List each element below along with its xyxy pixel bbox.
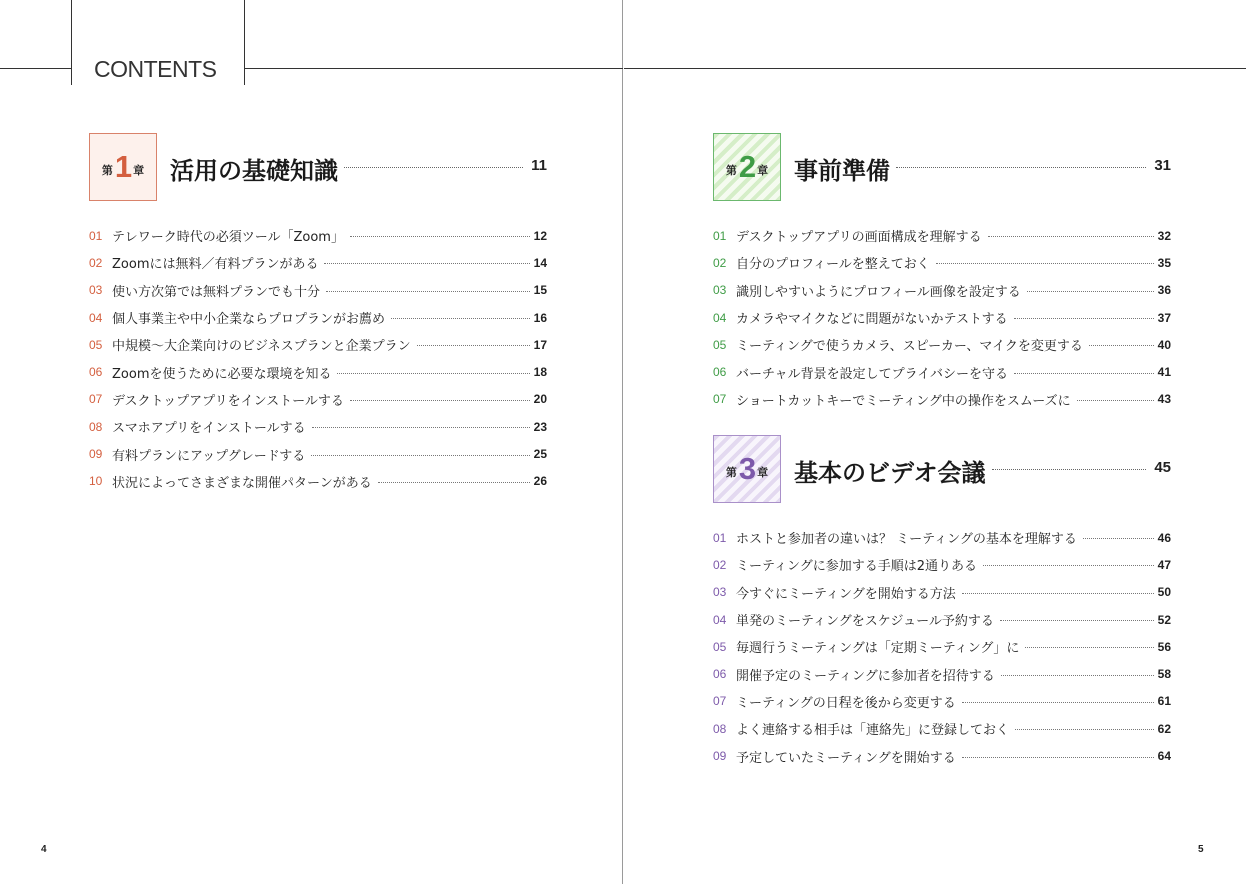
section-number: 01 bbox=[713, 228, 727, 243]
chapter-heading[interactable] bbox=[89, 133, 547, 203]
page-number-left: 4 bbox=[41, 844, 47, 855]
section-page-number: 61 bbox=[1157, 694, 1171, 709]
leader-dots bbox=[350, 400, 530, 401]
contents-title: CONTENTS bbox=[94, 56, 217, 82]
section-page-number: 15 bbox=[533, 283, 547, 298]
section-number: 08 bbox=[89, 419, 103, 434]
section-title: ミーティングで使うカメラ、スピーカー、マイクを変更する bbox=[736, 339, 1083, 355]
chapter-1 bbox=[89, 133, 547, 495]
section-title: ホストと参加者の違いは？ ミーティングの基本を理解する bbox=[736, 532, 1077, 548]
leader-dots bbox=[1000, 620, 1154, 621]
chapter-leader-dots bbox=[992, 469, 1146, 470]
section-title: カメラやマイクなどに問題がないかテストする bbox=[736, 312, 1008, 328]
leader-dots bbox=[962, 702, 1154, 703]
toc-entry[interactable] bbox=[713, 660, 1171, 687]
leader-dots bbox=[1083, 538, 1154, 539]
leader-dots bbox=[1014, 318, 1154, 319]
section-number: 02 bbox=[89, 255, 103, 270]
section-page-number: 25 bbox=[533, 447, 547, 462]
leader-dots bbox=[1077, 400, 1154, 401]
section-number: 08 bbox=[713, 721, 727, 736]
section-title: ミーティングに参加する手順は2通りある bbox=[736, 559, 977, 575]
section-page-number: 36 bbox=[1157, 283, 1171, 298]
section-number: 05 bbox=[713, 337, 727, 352]
section-page-number: 20 bbox=[533, 392, 547, 407]
section-title: デスクトップアプリをインストールする bbox=[112, 393, 344, 409]
leader-dots bbox=[391, 318, 530, 319]
section-number: 06 bbox=[89, 365, 103, 380]
chapter-page-number: 31 bbox=[1154, 157, 1171, 174]
leader-dots bbox=[1001, 675, 1154, 676]
section-page-number: 18 bbox=[533, 365, 547, 380]
section-title: 今すぐにミーティングを開始する方法 bbox=[736, 586, 956, 602]
section-number: 05 bbox=[713, 639, 727, 654]
leader-dots bbox=[311, 455, 529, 456]
section-title: バーチャル背景を設定してプライバシーを守る bbox=[736, 366, 1008, 382]
section-title: 自分のプロフィールを整えておく bbox=[736, 257, 930, 273]
section-title: 予定していたミーティングを開始する bbox=[736, 750, 956, 766]
toc-entry[interactable] bbox=[713, 579, 1171, 606]
toc-entry[interactable] bbox=[713, 249, 1171, 276]
toc-entry[interactable] bbox=[89, 331, 547, 358]
section-number: 01 bbox=[89, 228, 103, 243]
chapter-leader-dots bbox=[344, 167, 523, 168]
leader-dots bbox=[983, 565, 1154, 566]
chapter-title: 活用の基礎知識 bbox=[170, 157, 338, 185]
toc-entry[interactable] bbox=[713, 331, 1171, 358]
toc-entry[interactable] bbox=[89, 304, 547, 331]
leader-dots bbox=[324, 263, 529, 264]
leader-dots bbox=[326, 291, 530, 292]
toc-entry[interactable] bbox=[713, 633, 1171, 660]
section-number: 07 bbox=[713, 694, 727, 709]
section-page-number: 17 bbox=[533, 337, 547, 352]
toc-entry[interactable] bbox=[89, 468, 547, 495]
section-number: 04 bbox=[713, 612, 727, 627]
section-page-number: 37 bbox=[1157, 310, 1171, 325]
section-page-number: 58 bbox=[1157, 667, 1171, 682]
section-number: 02 bbox=[713, 557, 727, 572]
leader-dots bbox=[417, 345, 530, 346]
leader-dots bbox=[962, 757, 1154, 758]
leader-dots bbox=[312, 427, 530, 428]
leader-dots bbox=[1015, 729, 1154, 730]
leader-dots bbox=[962, 593, 1154, 594]
section-number: 06 bbox=[713, 667, 727, 682]
chapter-2 bbox=[713, 133, 1171, 413]
leader-dots bbox=[1025, 647, 1153, 648]
section-number: 05 bbox=[89, 337, 103, 352]
toc-entry[interactable] bbox=[89, 440, 547, 467]
leader-dots bbox=[988, 236, 1154, 237]
section-number: 10 bbox=[89, 474, 103, 489]
toc-entry[interactable] bbox=[89, 222, 547, 249]
section-page-number: 47 bbox=[1157, 557, 1171, 572]
toc-entry[interactable] bbox=[713, 524, 1171, 551]
section-page-number: 41 bbox=[1157, 365, 1171, 380]
section-page-number: 50 bbox=[1157, 585, 1171, 600]
section-title: ミーティングの日程を後から変更する bbox=[736, 695, 956, 711]
chapter-title: 基本のビデオ会議 bbox=[794, 459, 986, 487]
section-page-number: 43 bbox=[1157, 392, 1171, 407]
chapter-number: 1 bbox=[114, 149, 132, 184]
leader-dots bbox=[936, 263, 1154, 264]
section-number: 09 bbox=[713, 749, 727, 764]
leader-dots bbox=[1027, 291, 1154, 292]
toc-entry[interactable] bbox=[713, 742, 1171, 769]
section-page-number: 35 bbox=[1157, 255, 1171, 270]
chapter-heading[interactable] bbox=[713, 435, 1171, 505]
chapter-number-badge bbox=[713, 133, 781, 201]
right-page bbox=[624, 0, 1246, 884]
section-page-number: 26 bbox=[533, 474, 547, 489]
leader-dots bbox=[1014, 373, 1154, 374]
section-number: 07 bbox=[713, 392, 727, 407]
leader-dots bbox=[378, 482, 530, 483]
section-number: 07 bbox=[89, 392, 103, 407]
toc-entry[interactable] bbox=[89, 386, 547, 413]
chapter-number: 2 bbox=[738, 149, 756, 184]
section-title: 中規模〜大企業向けのビジネスプランと企業プラン bbox=[112, 339, 411, 355]
section-title: 識別しやすいようにプロフィール画像を設定する bbox=[736, 284, 1021, 300]
chapter-page-number: 11 bbox=[531, 157, 547, 174]
section-title: 開催予定のミーティングに参加者を招待する bbox=[736, 668, 995, 684]
toc-entry[interactable] bbox=[713, 277, 1171, 304]
toc-entry[interactable] bbox=[713, 386, 1171, 413]
toc-list bbox=[89, 222, 547, 495]
toc-entry[interactable] bbox=[713, 304, 1171, 331]
section-title: スマホアプリをインストールする bbox=[112, 421, 306, 437]
section-page-number: 52 bbox=[1157, 612, 1171, 627]
section-page-number: 56 bbox=[1157, 639, 1171, 654]
section-number: 04 bbox=[713, 310, 727, 325]
toc-entry[interactable] bbox=[713, 222, 1171, 249]
toc-entry[interactable] bbox=[713, 551, 1171, 578]
toc-entry[interactable] bbox=[713, 688, 1171, 715]
section-title: Zoomには無料／有料プランがある bbox=[112, 257, 319, 273]
section-page-number: 14 bbox=[533, 255, 547, 270]
section-title: デスクトップアプリの画面構成を理解する bbox=[736, 230, 982, 246]
section-title: テレワーク時代の必須ツール「Zoom」 bbox=[112, 230, 344, 246]
chapter-suffix: 章 bbox=[757, 466, 769, 479]
section-title: 毎週行うミーティングは「定期ミーティング」に bbox=[736, 641, 1020, 657]
section-number: 01 bbox=[713, 530, 727, 545]
section-number: 02 bbox=[713, 255, 727, 270]
section-title: ショートカットキーでミーティング中の操作をスムーズに bbox=[736, 393, 1071, 409]
section-title: 単発のミーティングをスケジュール予約する bbox=[736, 614, 994, 630]
section-page-number: 32 bbox=[1157, 228, 1171, 243]
toc-entry[interactable] bbox=[89, 358, 547, 385]
toc-entry[interactable] bbox=[89, 277, 547, 304]
chapter-prefix: 第 bbox=[725, 466, 737, 479]
section-title: 個人事業主や中小企業ならプロプランがお薦め bbox=[112, 312, 386, 328]
leader-dots bbox=[1089, 345, 1154, 346]
section-number: 03 bbox=[713, 585, 727, 600]
toc-entry[interactable] bbox=[713, 358, 1171, 385]
leader-dots bbox=[337, 373, 529, 374]
section-number: 04 bbox=[89, 310, 103, 325]
section-page-number: 62 bbox=[1157, 721, 1171, 736]
toc-list bbox=[713, 222, 1171, 413]
section-number: 06 bbox=[713, 365, 727, 380]
chapter-prefix: 第 bbox=[725, 164, 737, 177]
leader-dots bbox=[350, 236, 530, 237]
chapter-number-badge bbox=[89, 133, 157, 201]
header-rule bbox=[624, 68, 1246, 69]
chapter-number: 3 bbox=[738, 451, 756, 486]
chapter-3 bbox=[713, 435, 1171, 770]
chapter-suffix: 章 bbox=[133, 164, 145, 177]
chapter-number-badge bbox=[713, 435, 781, 503]
chapter-leader-dots bbox=[896, 167, 1146, 168]
chapter-page-number: 45 bbox=[1154, 459, 1171, 476]
section-page-number: 23 bbox=[533, 419, 547, 434]
chapter-prefix: 第 bbox=[101, 164, 113, 177]
chapter-heading[interactable] bbox=[713, 133, 1171, 203]
section-number: 09 bbox=[89, 447, 103, 462]
section-number: 03 bbox=[89, 283, 103, 298]
section-number: 03 bbox=[713, 283, 727, 298]
chapter-suffix: 章 bbox=[757, 164, 769, 177]
section-title: 有料プランにアップグレードする bbox=[112, 448, 306, 464]
section-page-number: 40 bbox=[1157, 337, 1171, 352]
toc-entry[interactable] bbox=[713, 715, 1171, 742]
chapter-title: 事前準備 bbox=[794, 157, 890, 185]
toc-entry[interactable] bbox=[713, 606, 1171, 633]
section-page-number: 16 bbox=[533, 310, 547, 325]
section-title: よく連絡する相手は「連絡先」に登録しておく bbox=[736, 723, 1010, 739]
section-title: 状況によってさまざまな開催パターンがある bbox=[112, 475, 372, 491]
toc-entry[interactable] bbox=[89, 413, 547, 440]
toc-list bbox=[713, 524, 1171, 770]
section-title: Zoomを使うために必要な環境を知る bbox=[112, 366, 332, 382]
section-title: 使い方次第では無料プランでも十分 bbox=[112, 284, 321, 300]
section-page-number: 12 bbox=[533, 228, 547, 243]
section-page-number: 64 bbox=[1157, 749, 1171, 764]
page-number-right: 5 bbox=[1198, 844, 1204, 855]
toc-entry[interactable] bbox=[89, 249, 547, 276]
section-page-number: 46 bbox=[1157, 530, 1171, 545]
